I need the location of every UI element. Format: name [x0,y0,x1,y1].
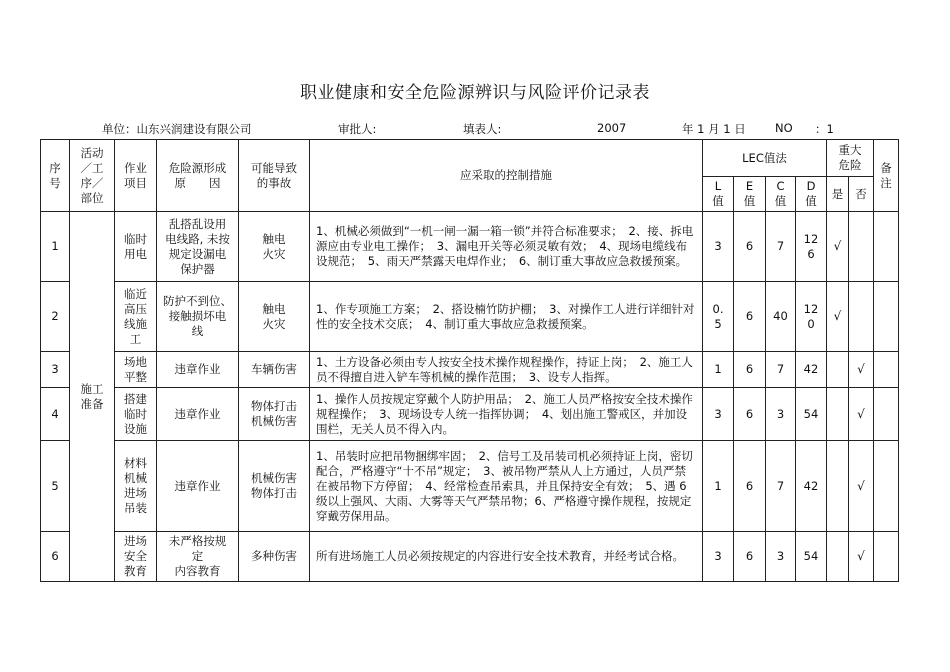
row-yes-mark: √ [827,282,849,352]
row-no-mark: √ [849,441,874,532]
row-l: 0. 5 [703,282,734,352]
row-remark [874,532,899,582]
row-measures: 所有进场施工人员必须按规定的内容进行安全技术教育，并经考试合格。 [310,532,703,582]
row-no-mark: √ [849,352,874,388]
row-remark [874,212,899,282]
row-item: 场地 平整 [115,352,157,388]
row-seq: 3 [41,352,70,388]
row-accident: 物体打击 机械伤害 [239,388,310,441]
row-c: 40 [766,282,796,352]
row-accident: 触电 火灾 [239,212,310,282]
date-value: 年 1 月 1 日 [682,122,746,136]
header-accident: 可能导致 的事故 [239,140,310,212]
header-c: C 值 [766,177,796,212]
row-hazard: 未严格按规 定 内容教育 [157,532,239,582]
unit-label: 单位：山东兴润建设有限公司 [102,122,252,136]
table-row [41,532,899,582]
header-e: E 值 [734,177,766,212]
header-yes: 是 [827,177,849,212]
row-accident: 机械伤害 物体打击 [239,441,310,532]
row-e: 6 [734,388,766,441]
row-remark [874,441,899,532]
row-item: 进场 安全 教育 [115,532,157,582]
row-seq: 2 [41,282,70,352]
header-l: L 值 [703,177,734,212]
row-hazard: 乱搭乱设用 电线路, 未按 规定设漏电 保护器 [157,212,239,282]
table-row [41,388,899,441]
row-d: 54 [796,532,827,582]
header-activity: 活动 ／工 序／ 部位 [70,140,115,212]
header-item: 作业 项目 [115,140,157,212]
row-seq: 5 [41,441,70,532]
approver-label: 审批人: [338,122,377,136]
row-l: 1 [703,441,734,532]
header-remark: 备 注 [874,140,899,212]
row-e: 6 [734,212,766,282]
year-value: 2007 [597,121,627,135]
header-hazard: 危险源形成 原 因 [157,140,239,212]
row-item: 临近 高压 线施 工 [115,282,157,352]
row-hazard: 违章作业 [157,441,239,532]
row-accident: 多种伤害 [239,532,310,582]
row-no-mark: √ [849,532,874,582]
row-measures: 1、机械必须做到“一机一闸一漏一箱一锁”并符合标准要求； 2、接、拆电源应由专业电工操作； 3、漏电开关等必须灵敏有效； 4、现场电缆线布设规范； 5、雨天严禁露天电焊作业； 6、制订重大事故应急救援预案。 [310,212,703,282]
row-no-mark: √ [849,388,874,441]
table-row [41,212,899,282]
row-remark [874,282,899,352]
row-c: 7 [766,441,796,532]
row-e: 6 [734,352,766,388]
row-accident: 车辆伤害 [239,352,310,388]
row-l: 1 [703,352,734,388]
row-item: 搭建 临时 设施 [115,388,157,441]
row-yes-mark [827,352,849,388]
row-d: 42 [796,441,827,532]
row-seq: 4 [41,388,70,441]
row-yes-mark: √ [827,212,849,282]
row-d: 54 [796,388,827,441]
filler-label: 填表人: [463,122,502,136]
row-no-mark [849,212,874,282]
row-c: 7 [766,352,796,388]
no-label: NO [775,121,793,135]
risk-assessment-table [40,139,899,582]
row-item: 临时 用电 [115,212,157,282]
row-c: 3 [766,388,796,441]
row-measures: 1、土方设备必须由专人按安全技术操作规程操作，持证上岗； 2、施工人员不得擅自进入铲车等机械的操作范围； 3、设专人指挥。 [310,352,703,388]
row-accident: 触电 火灾 [239,282,310,352]
row-seq: 1 [41,212,70,282]
row-yes-mark [827,532,849,582]
table-row [41,282,899,352]
row-yes-mark [827,388,849,441]
row-yes-mark [827,441,849,532]
header-seq: 序 号 [41,140,70,212]
row-measures: 1、操作人员按规定穿戴个人防护用品； 2、施工人员严格按安全技术操作规程操作； 3、现场设专人统一指挥协调； 4、划出施工警戒区，并加设围栏，无关人员不得入内。 [310,388,703,441]
row-d: 42 [796,352,827,388]
row-e: 6 [734,532,766,582]
row-no-mark [849,282,874,352]
row-hazard: 防护不到位、 接触损坏电 线 [157,282,239,352]
no-value: ：1 [815,122,834,136]
row-seq: 6 [41,532,70,582]
row-e: 6 [734,441,766,532]
row-remark [874,352,899,388]
row-e: 6 [734,282,766,352]
row-c: 7 [766,212,796,282]
header-measures: 应采取的控制措施 [310,140,703,212]
row-l: 3 [703,388,734,441]
row-c: 3 [766,532,796,582]
row-measures: 1、作专项施工方案； 2、搭设楠竹防护棚； 3、对操作工人进行详细针对性的安全技术交底； 4、制订重大事故应急救援预案。 [310,282,703,352]
activity-group: 施工 准备 [70,212,115,582]
row-d: 12 6 [796,212,827,282]
row-hazard: 违章作业 [157,388,239,441]
row-hazard: 违章作业 [157,352,239,388]
table-row [41,441,899,532]
header-d: D 值 [796,177,827,212]
row-measures: 1、吊装时应把吊物捆绑牢固； 2、信号工及吊装司机必须持证上岗，密切配合，严格遵守“十不吊”规定； 3、被吊物严禁从人上方通过，人员严禁在被吊物下方停留； 4、经常检查吊索具，并且保持安全有效； 5、遇 6 级以上强风、大雨、大雾等天气严禁吊物；6、严格遵守操作规程，按规定穿戴劳保用品。 [310,441,703,532]
document-title: 职业健康和安全危险源辨识与风险评价记录表 [300,83,650,103]
row-remark [874,388,899,441]
header-no: 否 [849,177,874,212]
table-row [41,352,899,388]
row-l: 3 [703,212,734,282]
header-major: 重大 危险 [827,140,874,177]
row-item: 材料 机械 进场 吊装 [115,441,157,532]
row-l: 3 [703,532,734,582]
header-lec: LEC值法 [703,140,827,177]
row-d: 12 0 [796,282,827,352]
